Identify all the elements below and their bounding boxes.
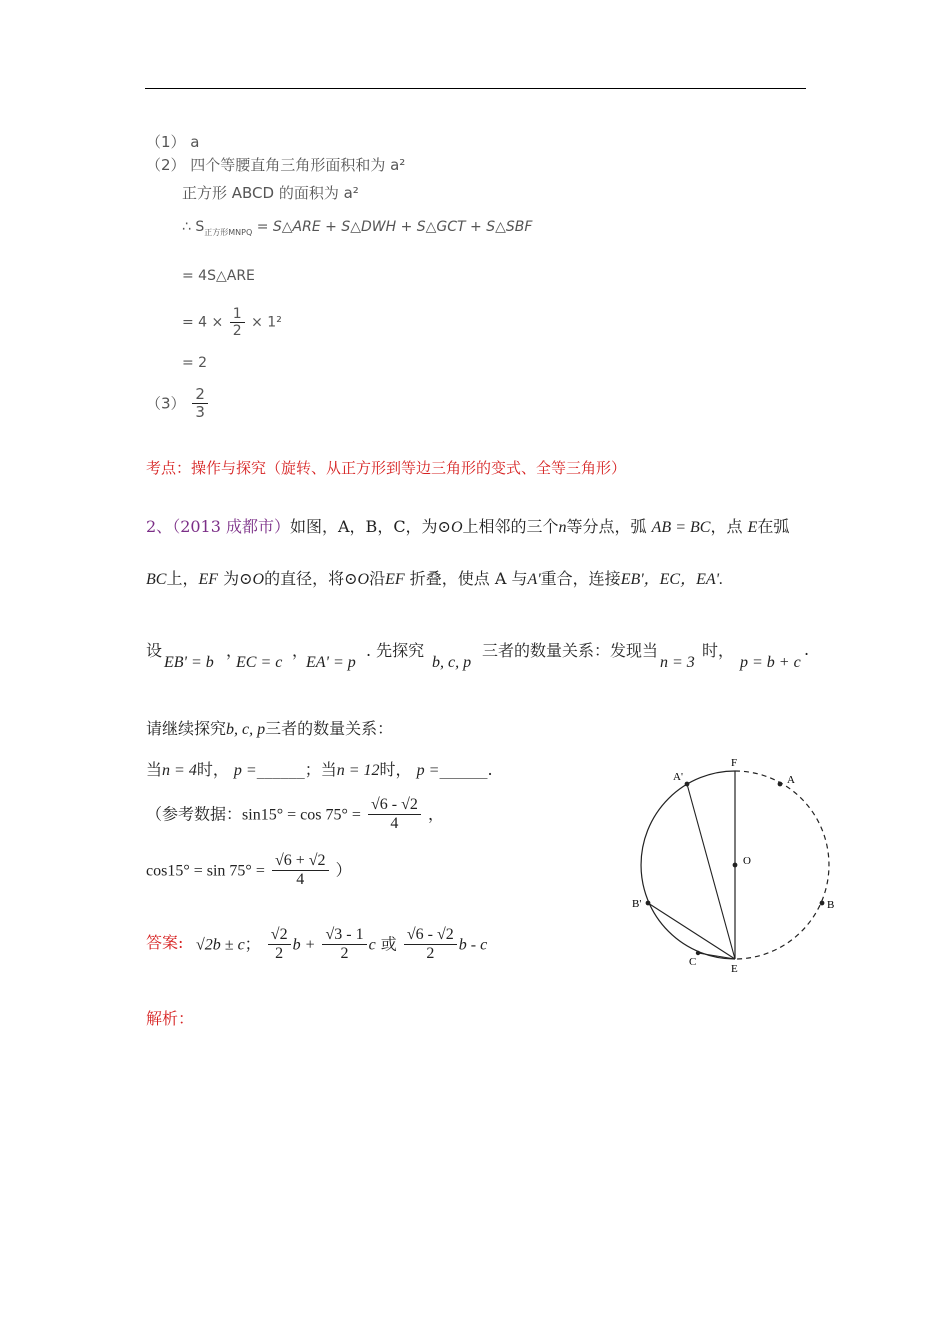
- set-label: 设: [146, 641, 163, 660]
- period: .: [804, 640, 810, 659]
- eq-eb: EB' = b: [164, 654, 214, 671]
- step-7: = 2: [182, 355, 208, 371]
- n3: n = 3: [660, 654, 695, 671]
- shi-text: 时，: [702, 641, 735, 660]
- label-b: B: [827, 899, 835, 911]
- problem-line-2: BC上，EF 为⊙O的直径，将⊙O沿EF 折叠，使点 A 与A'重合，连接EB'，EC，EA'.: [146, 569, 724, 588]
- answer-label: 答案:: [146, 933, 184, 952]
- step-3: 正方形 ABCD 的面积为 a²: [182, 184, 359, 202]
- problem-line-1: 2、（2013 成都市）如图，A，B，C，为⊙O上相邻的三个n等分点，弧 AB = BC，点 E在弧: [146, 517, 790, 536]
- key-point: 考点：操作与探究（旋转、从正方形到等边三角形的变式、全等三角形）: [146, 459, 627, 477]
- point-a1: [685, 782, 690, 787]
- bcp-1: b, c, p: [432, 654, 472, 671]
- fill-in-line: 当n = 4时， p =______；当n = 12时， p =______.: [146, 760, 493, 779]
- step-6: = 4 × $\frac{1}{2}$ × 1²: [182, 306, 282, 340]
- step-1: （1） a: [146, 133, 200, 151]
- analysis-label: 解析：: [146, 1009, 195, 1028]
- label-a: A: [787, 774, 795, 786]
- answer-body: √2b ± c； $\frac{√2}{2}$ b + $\frac{√3 - 1}{2}$ c 或 $\frac{√6 - √2}{2}$ b - c: [196, 926, 488, 963]
- label-b1: B': [632, 898, 642, 910]
- point-b1: [646, 901, 651, 906]
- relation-text: 三者的数量关系：发现当: [482, 641, 659, 660]
- step-4: ∴ $S_{正方形MNPQ}$ = S△ARE + S△DWH + S△GCT + S△SBF: [182, 219, 533, 237]
- label-f: F: [731, 757, 738, 769]
- label-o: O: [743, 855, 751, 867]
- step-2: （2） 四个等腰直角三角形面积和为 a²: [146, 156, 406, 174]
- point-c: [696, 951, 700, 955]
- label-c: C: [689, 956, 697, 968]
- ref-line-2: cos15° = sin 75° = $\frac{√6 + √2}{4}$ ）: [146, 852, 352, 889]
- circle-figure: [620, 750, 850, 990]
- ref-line-1: （参考数据：sin15° = cos 75° = $\frac{√6 - √2}{4}$ ，: [146, 796, 444, 833]
- header-rule: [145, 88, 806, 89]
- eq-ec: EC = c: [236, 654, 283, 671]
- point-o: [733, 863, 738, 868]
- eq-ea: EA' = p: [306, 654, 356, 671]
- point-b: [820, 901, 825, 906]
- point-a: [778, 782, 783, 787]
- continue-line: 请继续探究b, c, p三者的数量关系：: [146, 719, 394, 738]
- step-8: （3） $\frac{2}{3}$: [146, 386, 210, 422]
- label-e: E: [731, 963, 738, 975]
- explore-text: . 先探究: [366, 641, 425, 660]
- circle-left-arc: [641, 771, 735, 959]
- label-a1: A': [673, 771, 683, 783]
- result-eq: p = b + c: [740, 654, 801, 671]
- blank-2[interactable]: ______.: [439, 760, 493, 779]
- step-5: = 4S△ARE: [182, 268, 255, 284]
- blank-1[interactable]: ______: [256, 760, 305, 779]
- comma-2: ，: [292, 641, 309, 660]
- comma-1: ，: [226, 641, 243, 660]
